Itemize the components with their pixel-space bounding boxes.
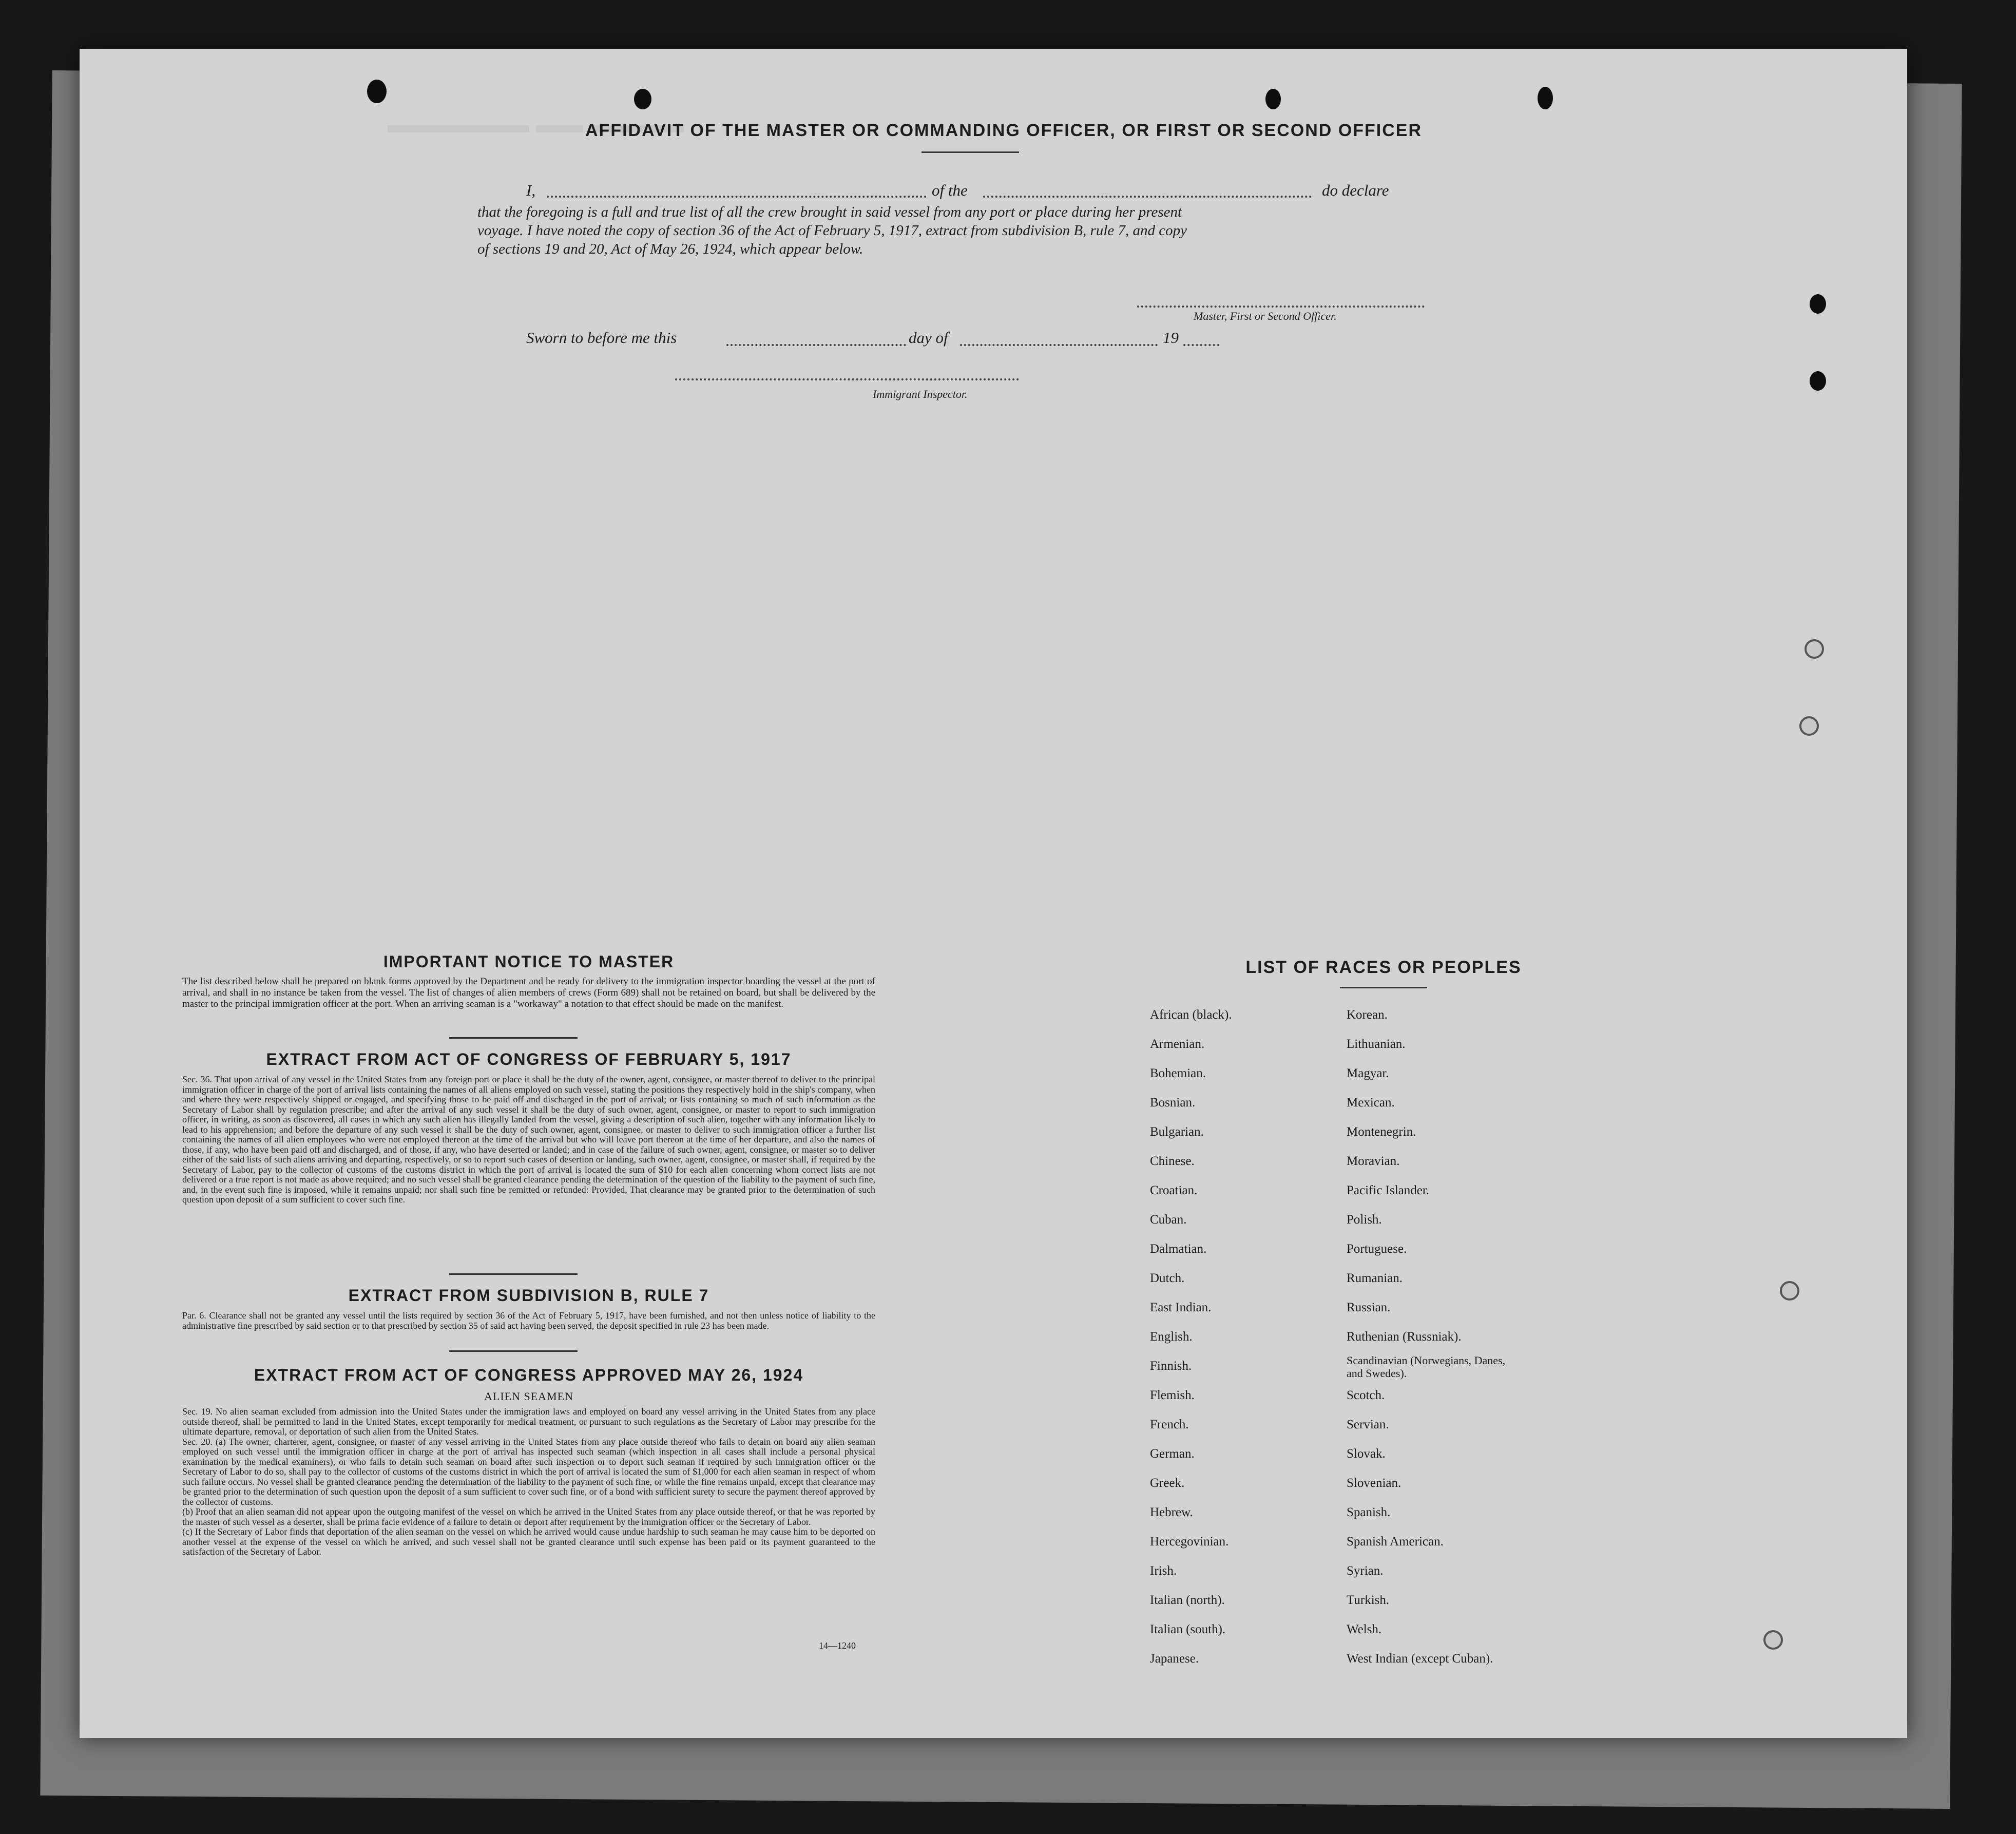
races-divider <box>1340 987 1427 988</box>
races-title: LIST OF RACES OR PEOPLES <box>1245 958 1522 977</box>
punch-hole <box>1538 87 1553 109</box>
race-item: Servian. <box>1347 1418 1389 1431</box>
month-blank[interactable] <box>960 344 1158 346</box>
affidavit-text-line: of sections 19 and 20, Act of May 26, 1924, which appear below. <box>477 241 863 257</box>
race-item: English. <box>1150 1330 1193 1344</box>
race-item: Montenegrin. <box>1347 1125 1416 1139</box>
affidavit-text <box>477 203 1535 258</box>
extract-1917-title: EXTRACT FROM ACT OF CONGRESS OF FEBRUARY 5, 1917 <box>266 1050 792 1068</box>
punch-hole <box>1810 294 1826 314</box>
alien-seamen-subtitle: ALIEN SEAMEN <box>484 1390 573 1403</box>
binder-ring <box>1763 1630 1783 1650</box>
affidavit-declare: do declare <box>1322 181 1389 199</box>
race-item: French. <box>1150 1418 1189 1431</box>
notice-title: IMPORTANT NOTICE TO MASTER <box>383 952 675 971</box>
vessel-blank[interactable] <box>983 196 1312 198</box>
extract-1924-body <box>182 1407 875 1557</box>
affidavit-text-line: voyage. I have noted the copy of section 36 of the Act of February 5, 1917, extract from subdivision B, rule 7, and copy <box>477 222 1187 239</box>
race-item: Scotch. <box>1347 1388 1385 1402</box>
race-item: Spanish. <box>1347 1505 1391 1519</box>
race-item: Bohemian. <box>1150 1066 1206 1080</box>
race-item: Hercegovinian. <box>1150 1535 1229 1549</box>
race-item: Italian (south). <box>1150 1622 1226 1636</box>
race-item: Magyar. <box>1347 1066 1389 1080</box>
race-item: Dalmatian. <box>1150 1242 1207 1256</box>
race-item: African (black). <box>1150 1008 1232 1022</box>
inspector-signature-blank[interactable] <box>675 378 1019 380</box>
race-item: Turkish. <box>1347 1593 1390 1607</box>
affidavit-of-the: of the <box>932 181 968 199</box>
master-signature-blank[interactable] <box>1137 305 1425 308</box>
race-item: Ruthenian (Russniak). <box>1347 1330 1462 1344</box>
race-item: Cuban. <box>1150 1213 1187 1227</box>
section-divider <box>449 1037 578 1039</box>
race-item: Dutch. <box>1150 1271 1185 1285</box>
punch-hole <box>367 80 387 103</box>
form-page <box>80 49 1907 1738</box>
punch-hole <box>634 89 651 109</box>
day-of-label: day of <box>909 329 948 347</box>
race-item: Japanese. <box>1150 1652 1199 1666</box>
race-item: Spanish American. <box>1347 1535 1444 1549</box>
binder-ring <box>1799 716 1819 736</box>
inspector-label: Immigrant Inspector. <box>873 388 968 400</box>
binder-ring <box>1804 639 1824 659</box>
extract-1924-title: EXTRACT FROM ACT OF CONGRESS APPROVED MAY 26, 1924 <box>254 1366 804 1384</box>
race-item: Mexican. <box>1347 1096 1395 1110</box>
master-signature-label: Master, First or Second Officer. <box>1194 310 1337 322</box>
year-blank[interactable] <box>1183 344 1219 346</box>
name-blank[interactable] <box>547 196 927 198</box>
section-20a: Sec. 20. (a) The owner, charterer, agent, consignee, or master of any vessel arriving in the United States from any place outside thereof who fails to detain on board any alien seaman employed on such vessel until the immigration officer in charge at the port of arrival has inspected such seaman (which inspection in all cases shall include a personal physical examination by the medical examiners), or who fails to detain such seaman on board after such inspection or to deport such seaman if required by such immigration officer or the Secretary of Labor to do so, shall pay to the collector of customs of the customs district in which the port of arrival is located the sum of $1,000 for each alien seaman in respect of whom such failure occurs. No vessel shall be granted clearance pending the determination of the liability to the payment of such fine, or while the fine remains unpaid, except that clearance may be granted prior to the determination of such question upon the deposit of a sum sufficient to cover such fine, or of a bond with sufficient surety to secure the payment thereof approved by the collector of customs. <box>182 1436 875 1507</box>
rule-7-body: Par. 6. Clearance shall not be granted any vessel until the lists required by section 36 of the Act of February 5, 1917, have been furnished, and not then unless notice of liability to the administrative fine prescribed by said section or to that prescribed by section 35 of said act having been served, the deposit specified in rule 23 has been made. <box>182 1310 875 1331</box>
race-item: Slovenian. <box>1347 1476 1401 1490</box>
race-item: German. <box>1150 1447 1195 1461</box>
binder-ring <box>1780 1281 1799 1301</box>
title-divider <box>921 151 1019 153</box>
race-item: Croatian. <box>1150 1183 1198 1197</box>
extract-1917-body: Sec. 36. That upon arrival of any vessel in the United States from any foreign port or place it shall be the duty of the owner, agent, consignee, or master thereof to deliver to the principal immigration officer in charge of the port of arrival lists containing the names of all aliens employed on such vessel, stating the positions they respectively hold in the ship's company, when and where they were respectively shipped or engaged, and specifying those to be paid off and discharged in the port of arrival; or lists containing so much of such information as the Secretary of Labor shall by regulation prescribe; and after the arrival of any such vessel it shall be the duty of such owner, agent, consignee, or master to report to such immigration officer, in writing, as soon as discovered, all cases in which any such alien has illegally landed from the vessel, giving a description of such alien, together with any information likely to lead to his apprehension; and before the departure of any such vessel it shall be the duty of such owner, agent, consignee, or master to deliver to such immigration officer a further list containing the names of all alien employees who were not employed thereon at the time of the arrival but who will leave port thereon at the time of her departure, and also the names of those, if any, who have been paid off and discharged, and of those, if any, who have deserted or landed; and in case of the failure of such owner, agent, consignee, or master so to deliver either of the said lists of such aliens arriving and departing, respectively, or so to report such cases of desertion or landing, such owner, agent, consignee, or master shall, if required by the Secretary of Labor, pay to the collector of customs of the customs district in which the port of arrival is located the sum of $10 for each alien concerning whom correct lists are not delivered or a true report is not made as above required; and no such vessel shall be granted clearance pending the determination of the question of the liability to the payment of such fine, and, in the event such fine is imposed, while it remains unpaid; nor shall such fine be remitted or refunded: Provided, That clearance may be granted prior to the determination of such question upon deposit of a sum sufficient to cover such fine. <box>182 1074 875 1205</box>
punch-hole <box>1265 89 1281 109</box>
affidavit-line-i: I, <box>526 181 536 199</box>
race-item: Greek. <box>1150 1476 1185 1490</box>
race-item: Slovak. <box>1347 1447 1386 1461</box>
race-item: Moravian. <box>1347 1154 1400 1168</box>
race-item: Syrian. <box>1347 1564 1384 1578</box>
year-label: 19 <box>1163 329 1179 347</box>
race-item: Scandinavian (Norwegians, Danes, and Swedes). <box>1347 1354 1506 1380</box>
race-item: Italian (north). <box>1150 1593 1225 1607</box>
section-20b: (b) Proof that an alien seaman did not appear upon the outgoing manifest of the vessel on which he arrived in the United States from any place outside thereof, or that he was reported by the master of such vessel as a deserter, shall be prima facie evidence of a failure to detain or deport after requirement by the immigration officer or the Secretary of Labor. <box>182 1506 875 1527</box>
race-item: Armenian. <box>1150 1037 1205 1051</box>
race-item: Russian. <box>1347 1301 1391 1314</box>
rule-7-title: EXTRACT FROM SUBDIVISION B, RULE 7 <box>348 1286 709 1305</box>
race-item: Hebrew. <box>1150 1505 1193 1519</box>
race-item: Bosnian. <box>1150 1096 1196 1110</box>
sworn-label: Sworn to before me this <box>526 329 677 347</box>
day-blank[interactable] <box>726 344 906 346</box>
race-item: Rumanian. <box>1347 1271 1403 1285</box>
race-item: Polish. <box>1347 1213 1382 1227</box>
section-19: Sec. 19. No alien seaman excluded from admission into the United States under the immigration laws and employed on board any vessel arriving in the United States from any place outside thereof, shall be permitted to land in the United States, except temporarily for medical treatment, or pursuant to such regulations as the Secretary of Labor may prescribe for the ultimate departure, removal, or deportation of such alien from the United States. <box>182 1406 875 1437</box>
race-item: Korean. <box>1347 1008 1388 1022</box>
section-20c: (c) If the Secretary of Labor finds that deportation of the alien seaman on the vessel on which he arrived would cause undue hardship to such seaman he may cause him to be deported on another vessel at the expense of the vessel on which he arrived, and such vessel shall not be granted clearance until such expense has been paid or its payment guaranteed to the satisfaction of the Secretary of Labor. <box>182 1526 875 1557</box>
affidavit-text-line: that the foregoing is a full and true list of all the crew brought in said vessel from any port or place during her present <box>477 204 1182 220</box>
race-item: East Indian. <box>1150 1301 1212 1314</box>
race-item: Portuguese. <box>1347 1242 1407 1256</box>
race-item: Bulgarian. <box>1150 1125 1204 1139</box>
race-item: Finnish. <box>1150 1359 1192 1373</box>
affidavit-title: AFFIDAVIT OF THE MASTER OR COMMANDING OFFICER, OR FIRST OR SECOND OFFICER <box>585 121 1422 140</box>
race-item: Pacific Islander. <box>1347 1183 1430 1197</box>
race-item: Chinese. <box>1150 1154 1195 1168</box>
section-divider <box>449 1350 578 1352</box>
punch-hole <box>1810 371 1826 391</box>
race-item: Welsh. <box>1347 1622 1382 1636</box>
race-item: West Indian (except Cuban). <box>1347 1652 1493 1666</box>
race-item: Irish. <box>1150 1564 1177 1578</box>
bleed-through-text: ▬▬▬▬ ▬▬ ▬▬▬▬▬▬ <box>388 111 684 138</box>
race-item: Flemish. <box>1150 1388 1195 1402</box>
race-item: Lithuanian. <box>1347 1037 1406 1051</box>
form-number: 14—1240 <box>819 1640 856 1651</box>
section-divider <box>449 1273 578 1275</box>
notice-body: The list described below shall be prepared on blank forms approved by the Department and be ready for delivery to the immigration inspector boarding the vessel at the port of arrival, and shall in no instance be taken from the vessel. The list of changes of alien members of crews (Form 689) shall not be retained on board, but shall be delivered by the master to the principal immigration officer at the port. When an arriving seaman is a "workaway" a notation to that effect should be made on the manifest. <box>182 976 875 1009</box>
